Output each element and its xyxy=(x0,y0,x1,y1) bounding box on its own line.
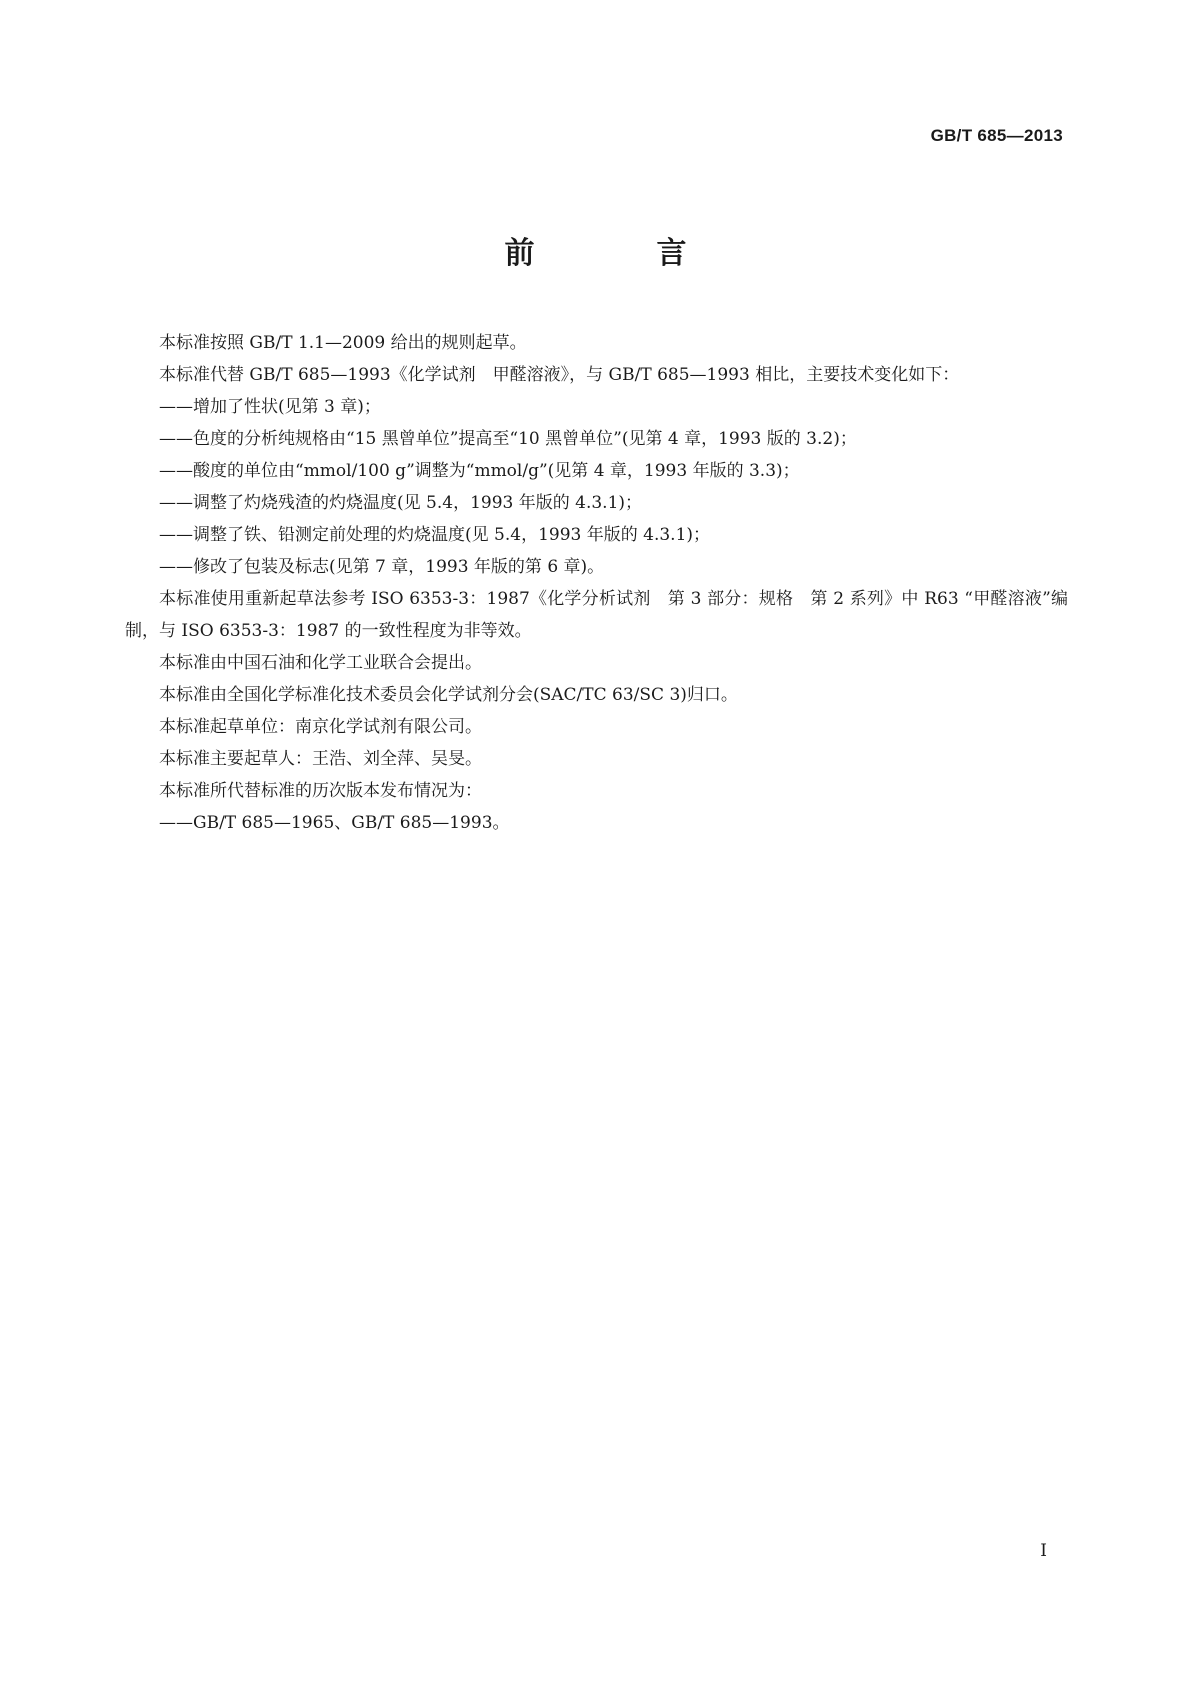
paragraph-drafting-unit: 本标准起草单位：南京化学试剂有限公司。 xyxy=(159,717,482,737)
paragraph-iso-reference: 本标准使用重新起草法参考 ISO 6353-3：1987《化学分析试剂 第 3 部分：规格 第 2 系列》中 R63 “甲醛溶液”编制，与 ISO 6353-3：1987 的一致性程度为非等效。 xyxy=(125,589,1068,641)
standard-code: GB/T 685—2013 xyxy=(930,126,1063,145)
change-item: ——调整了铁、铅测定前处理的灼烧温度(见 5.4，1993 年版的 4.3.1)； xyxy=(159,525,711,545)
change-item: ——调整了灼烧残渣的灼烧温度(见 5.4，1993 年版的 4.3.1)； xyxy=(159,493,643,513)
paragraph-drafting-rules: 本标准按照 GB/T 1.1—2009 给出的规则起草。 xyxy=(159,333,527,353)
paragraph-proposer: 本标准由中国石油和化学工业联合会提出。 xyxy=(159,653,482,673)
change-item: ——色度的分析纯规格由“15 黑曾单位”提高至“10 黑曾单位”(见第 4 章，1993 版的 3.2)； xyxy=(159,429,857,449)
change-item: ——增加了性状(见第 3 章)； xyxy=(159,397,381,417)
change-item: ——修改了包装及标志(见第 7 章，1993 年版的第 6 章)。 xyxy=(159,557,605,577)
history-item: ——GB/T 685—1965、GB/T 685—1993。 xyxy=(159,813,510,833)
page-number: I xyxy=(1040,1541,1047,1561)
paragraph-replacement: 本标准代替 GB/T 685—1993《化学试剂 甲醛溶液》，与 GB/T 685—1993 相比，主要技术变化如下： xyxy=(159,365,960,385)
paragraph-committee: 本标准由全国化学标准化技术委员会化学试剂分会(SAC/TC 63/SC 3)归口。 xyxy=(159,685,738,705)
paragraph-history-intro: 本标准所代替标准的历次版本发布情况为： xyxy=(159,781,482,801)
page-title: 前 言 xyxy=(504,236,733,271)
paragraph-drafters: 本标准主要起草人：王浩、刘全萍、吴旻。 xyxy=(159,749,482,769)
foreword-body xyxy=(125,327,1068,839)
change-item: ——酸度的单位由“mmol/100 g”调整为“mmol/g”(见第 4 章，1993 年版的 3.3)； xyxy=(159,461,800,481)
